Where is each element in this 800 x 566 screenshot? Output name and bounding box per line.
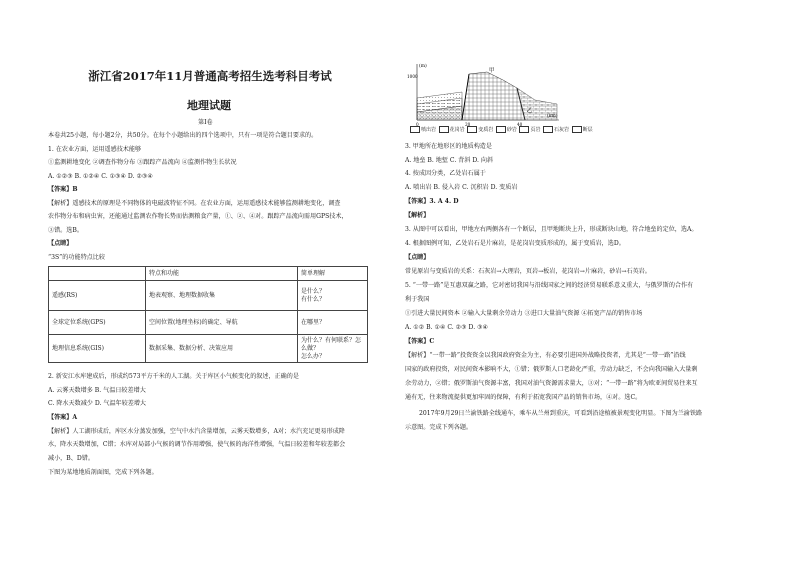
explanation-1-line-3: ③错。选B。: [48, 227, 83, 234]
legend-swatch-limestone: [543, 126, 553, 133]
legend-swatch-granite: [439, 126, 449, 133]
tip-label: 【点睛】: [405, 254, 430, 261]
question-2: 2. 新安江水库建成后，形成约573平方千米的人工湖。关于库区小气候变化的叙述，正确的是: [48, 373, 299, 380]
table-row-gps-simple: 在哪里？: [298, 311, 368, 335]
question-5-line-1: 5. “一带一路”是互惠双赢之路，它对密切我国与沿线国家之间的经济贸易联系意义重大，与俄罗斯的合作有: [405, 282, 694, 289]
question-3-intro: 下图为某地地质剖面图，完成下列各题。: [48, 469, 158, 476]
explanation-label: 【解析】: [405, 212, 430, 219]
table-row-rs-feature: 地表观察、地理数据收集: [146, 281, 298, 311]
question-1: 1. 在农业方面，运用遥感技术能够: [48, 146, 142, 153]
intro-text: 本卷共25小题，每小题2分，共50分。在每个小题给出的四个选项中，只有一项是符合题目要求的。: [48, 132, 318, 139]
question-4: 4. 按成因分类，乙处岩石属于: [405, 170, 486, 177]
question-1-options-a: ①监测耕地变化 ②调查作物分布 ③跟踪产品流向 ④监测作物生长状况: [48, 159, 237, 166]
explanation-2-line-1: 【解析】人工湖形成后，库区水分蒸发加强，空气中水汽含量增加，云雾天数增多，A对；水汽充足更易形成降: [48, 428, 345, 435]
table-row-gis-name: 地理信息系统(GIS): [49, 335, 146, 363]
table-row-rs-name: 遥感(RS): [49, 281, 146, 311]
tip-1-text: “3S”的功能特点比较: [48, 254, 105, 261]
part-label: 第Ⅰ卷: [198, 119, 213, 126]
question-5-options-a: ①引进大量民间资本 ②输入大量剩余劳动力 ③进口大量油气资源 ④拓宽产品的销售市场: [405, 310, 643, 317]
x-tick-0: 0: [416, 122, 419, 127]
y-axis-tick: 1000: [407, 74, 418, 79]
question-5-line-2: 利于我国: [405, 296, 430, 303]
question-3: 3. 甲地所在地形区的地质构造是: [405, 143, 492, 150]
legend-swatch-volcanic: [410, 126, 420, 133]
question-3-options: A. 地垒 B. 地堑 C. 背斜 D. 向斜: [405, 157, 494, 164]
table-header-simple: 简单理解: [298, 267, 368, 281]
explanation-3: 3. 从图中可以看出，甲地左右两侧各有一个断层，且甲地断块上升，形成断块山地，符合地垒的定位，选A。: [405, 226, 698, 233]
explanation-1-line-1: 【解析】遥感技术的原理是不同物体的电磁波特征不同。在农业方面，运用遥感技术能够监测耕地变化，调查: [48, 200, 341, 207]
answer-2: 【答案】A: [48, 414, 78, 421]
granite-block: [462, 72, 525, 120]
table-row-gps-name: 全球定位系统(GPS): [49, 311, 146, 335]
question-1-options-b: A. ①②③ B. ①②④ C. ①③④ D. ②③④: [48, 173, 153, 180]
tip-1-label: 【点睛】: [48, 240, 73, 247]
answer-5: 【答案】C: [405, 338, 435, 345]
table-header-blank: [49, 267, 146, 281]
table-row-gis-simple: 为什么？有何联系？怎么做？ 怎么办？: [298, 335, 368, 363]
table-row-gis-feature: 数据采集、数据分析、决策应用: [146, 335, 298, 363]
y-axis-unit: (m): [419, 64, 427, 69]
explanation-5-line-4: 通有无，往来物流提供更加牢固的保障，有利于拓宽我国产品的销售市场，④对。选C。: [405, 394, 642, 401]
question-6-intro-line-2: 示意图。完成下列各题。: [405, 424, 473, 431]
table-row-rs-simple: 是什么？ 有什么？: [298, 281, 368, 311]
paper-subtitle: 地理试题: [187, 99, 231, 112]
explanation-4: 4. 根据图例可知，乙处岩石是片麻岩，是花岗岩变质形成的，属于变质岩，选D。: [405, 240, 625, 247]
answer-3-4: 【答案】3. A 4. D: [405, 198, 459, 205]
explanation-2-line-3: 减小，B、D错。: [48, 455, 94, 462]
x-tick-20: 20: [465, 122, 471, 127]
explanation-5-line-3: 余劳动力，②错；俄罗斯油气资源丰富，我国对油气资源需求量大，③对；“一带一路”将为欧亚间贸易往来互: [405, 380, 698, 387]
answer-1: 【答案】B: [48, 186, 78, 193]
table-header-feature: 特点和功能: [146, 267, 298, 281]
3s-comparison-table: [48, 266, 368, 363]
label-yi: 乙: [527, 108, 533, 114]
explanation-5-line-2: 国家的政府投资，对民间资本影响不大，①错；俄罗斯人口老龄化严重，劳动力缺乏，不会向我国输入大量剩: [405, 366, 698, 373]
question-6-intro-line-1: 2017年9月29日兰渝铁路全线通车，乘车从兰州到重庆，可看到沿途植被景观变化明显。下图为兰渝铁路: [419, 410, 703, 417]
explanation-5-line-1: 【解析】“一带一路”投资资金以我国政府资金为主，有必要引进国外战略投资者，尤其是“一带一路”沿线: [405, 352, 686, 359]
figure-legend: 喷出岩 花岗岩 变质岩 砂岩 页岩 石灰岩 断层: [409, 126, 593, 133]
x-tick-40: 40: [517, 122, 523, 127]
legend-swatch-sandstone: [496, 126, 506, 133]
tip-text: 常见原岩与变质岩的关系：石灰岩→大理岩，页岩→板岩，花岗岩→片麻岩，砂岩→石英岩。: [405, 268, 651, 275]
legend-swatch-fault: [572, 126, 582, 133]
table-row-gps-feature: 空间位置(地理坐标)的确定、导航: [146, 311, 298, 335]
explanation-1-line-2: 农作物分布和病虫害，还能通过监测农作物长势而估测粮食产量，①、②、④对。跟踪产品流向需用GPS技术，: [48, 213, 348, 220]
legend-swatch-shale: [519, 126, 529, 133]
question-4-options: A. 喷出岩 B. 侵入岩 C. 沉积岩 D. 变质岩: [405, 184, 518, 191]
question-2-options-b: C. 降水天数减少 D. 气温年较差增大: [48, 400, 147, 407]
legend-swatch-metamorphic: [467, 126, 477, 133]
label-jia: 甲: [489, 68, 495, 74]
exam-title: 浙江省2017年11月普通高考招生选考科目考试: [88, 69, 332, 83]
question-2-options-a: A. 云雾天数增多 B. 气温日较差增大: [48, 387, 146, 394]
explanation-2-line-2: 水，降水天数增加，C错；水库对局部小气候的调节作用增强，使气候的海洋性增强，气温日较差和年较差都会: [48, 441, 346, 448]
question-5-options-b: A. ①② B. ①④ C. ②③ D. ③④: [405, 324, 489, 331]
